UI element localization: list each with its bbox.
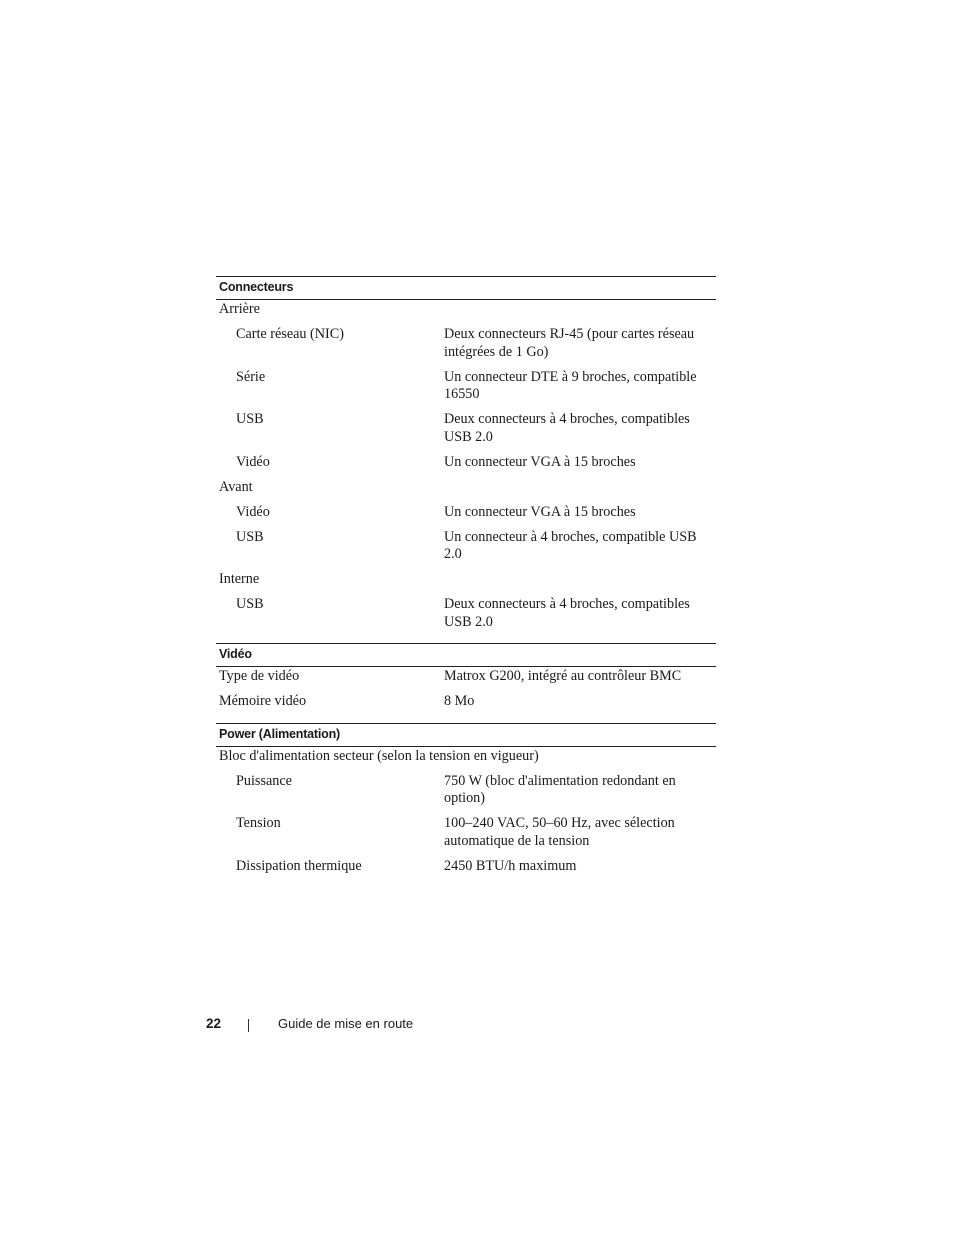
group-row-bloc-alimentation: [216, 748, 716, 766]
spec-row: [216, 504, 716, 522]
page-footer: [206, 1015, 413, 1032]
section-power: [216, 723, 716, 876]
group-row-avant: [216, 479, 716, 497]
row-value: 8 Mo: [444, 693, 475, 709]
row-label: Puissance: [236, 772, 292, 789]
row-label: Vidéo: [236, 503, 270, 520]
section-connecteurs: [216, 276, 716, 631]
section-title: Power (Alimentation): [216, 723, 716, 747]
spec-row: [216, 693, 716, 711]
row-value: Un connecteur à 4 broches, compatible USB 2.0: [444, 528, 697, 562]
row-label: Série: [236, 368, 266, 385]
row-label: Carte réseau (NIC): [236, 326, 344, 342]
row-value: Un connecteur VGA à 15 broches: [444, 503, 636, 520]
spec-row: [216, 454, 716, 472]
spec-row: [216, 815, 716, 850]
section-video: [216, 643, 716, 711]
spec-row: [216, 773, 716, 808]
row-value: 2450 BTU/h maximum: [444, 857, 577, 874]
row-label: Avant: [219, 478, 253, 495]
row-value: Un connecteur DTE à 9 broches, compatible 16550: [444, 368, 697, 402]
row-label: Bloc d'alimentation secteur (selon la tension en vigueur): [219, 747, 539, 764]
row-value: Un connecteur VGA à 15 broches: [444, 453, 636, 470]
row-value: Deux connecteurs RJ-45 (pour cartes réseau intégrées de 1 Go): [444, 326, 695, 360]
row-value: Matrox G200, intégré au contrôleur BMC: [444, 668, 682, 684]
spec-row: [216, 326, 716, 361]
row-label: Tension: [236, 815, 281, 831]
row-label: USB: [236, 596, 264, 612]
row-label: Interne: [219, 571, 260, 587]
row-label: USB: [236, 528, 264, 545]
row-label: Arrière: [219, 301, 260, 317]
section-title: Vidéo: [216, 643, 716, 667]
row-label: Mémoire vidéo: [219, 693, 307, 709]
row-value: 750 W (bloc d'alimentation redondant en option): [444, 772, 676, 806]
spec-row: [216, 596, 716, 631]
footer-separator: [248, 1019, 249, 1032]
spec-row: [216, 858, 716, 876]
section-title: Connecteurs: [216, 276, 716, 300]
row-label: USB: [236, 411, 264, 427]
group-row-arriere: [216, 301, 716, 319]
row-value: Deux connecteurs à 4 broches, compatibles USB 2.0: [444, 411, 690, 445]
spec-row: [216, 668, 716, 686]
spec-row: [216, 411, 716, 446]
document-title: Guide de mise en route: [278, 1016, 414, 1031]
row-value: Deux connecteurs à 4 broches, compatibles USB 2.0: [444, 596, 690, 630]
spec-row: [216, 369, 716, 404]
row-label: Type de vidéo: [219, 668, 300, 684]
spec-row: [216, 529, 716, 564]
row-label: Dissipation thermique: [236, 857, 362, 874]
group-row-interne: [216, 571, 716, 589]
spec-table: [216, 276, 716, 887]
row-value: 100–240 VAC, 50–60 Hz, avec sélection automatique de la tension: [444, 815, 675, 849]
row-label: Vidéo: [236, 453, 270, 470]
page-number: 22: [206, 1016, 222, 1031]
